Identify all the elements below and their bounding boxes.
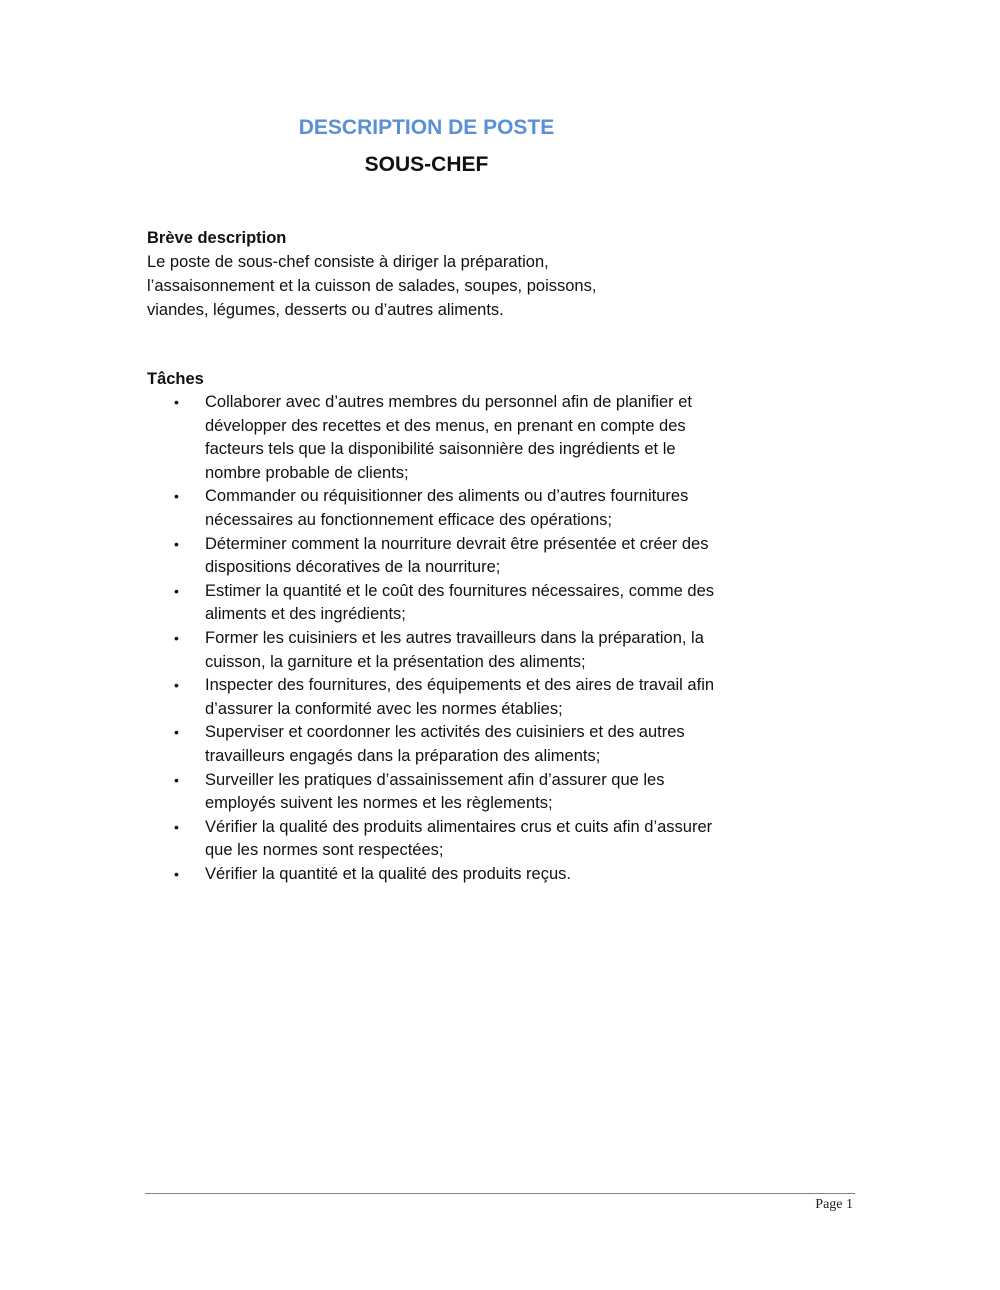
- document-title: DESCRIPTION DE POSTE: [298, 116, 555, 139]
- bullet-icon: •: [174, 394, 179, 410]
- bullet-icon: •: [174, 771, 179, 788]
- bullet-icon: •: [174, 818, 179, 835]
- task-item: [147, 533, 715, 580]
- task-item: [147, 580, 715, 627]
- task-text: Superviser et coordonner les activités des cuisiniers et des autres travailleurs engagés dans la préparation des aliments;: [205, 723, 685, 765]
- bullet-icon: •: [174, 582, 179, 599]
- bullet-icon: •: [174, 724, 179, 741]
- task-item: [147, 863, 715, 887]
- bullet-icon: •: [174, 865, 179, 882]
- task-text: Commander ou réquisitionner des aliments ou d’autres fournitures nécessaires au fonctionnement efficace des opérations;: [205, 487, 689, 529]
- task-list: [147, 391, 747, 886]
- task-text: Vérifier la quantité et la qualité des produits reçus.: [205, 864, 571, 883]
- bullet-icon: •: [174, 677, 179, 694]
- page-number: Page 1: [815, 1197, 853, 1212]
- document-subtitle: SOUS-CHEF: [364, 153, 489, 176]
- brief-description-heading: Brève description: [147, 229, 287, 247]
- task-item: [147, 627, 715, 674]
- task-item: [147, 769, 715, 816]
- task-item: [147, 721, 715, 768]
- footer-divider: [145, 1193, 855, 1194]
- tasks-section: [147, 367, 747, 886]
- task-text: Former les cuisiniers et les autres travailleurs dans la préparation, la cuisson, la garniture et la présentation des aliments;: [205, 628, 704, 671]
- bullet-icon: •: [174, 488, 179, 505]
- task-item: [147, 816, 715, 863]
- task-text: Inspecter des fournitures, des équipements et des aires de travail afin d’assurer la conformité avec les normes établies;: [205, 676, 715, 718]
- brief-description-section: [147, 226, 747, 322]
- task-text: Surveiller les pratiques d’assainissement afin d’assurer que les employés suivent les normes et les règlements;: [205, 770, 665, 813]
- bullet-icon: •: [174, 629, 179, 646]
- task-text: Vérifier la qualité des produits alimentaires crus et cuits afin d’assurer que les normes sont respectées;: [205, 817, 713, 860]
- brief-description-text: Le poste de sous-chef consiste à diriger la préparation, l’assaisonnement et la cuisson de salades, soupes, poissons, viandes, légumes, desserts ou d’autres aliments.: [147, 253, 597, 319]
- task-text: Collaborer avec d’autres membres du personnel afin de planifier et développer des recettes et des menus, en prenant en compte des facteurs tels que la disponibilité saisonnière des ingrédients et le nombre probable de clients;: [205, 393, 693, 482]
- bullet-icon: •: [174, 535, 179, 552]
- task-item: [147, 674, 715, 721]
- tasks-heading: Tâches: [147, 370, 204, 388]
- task-item: [147, 485, 715, 532]
- task-text: Estimer la quantité et le coût des fournitures nécessaires, comme des aliments et des ingrédients;: [205, 581, 714, 624]
- task-text: Déterminer comment la nourriture devrait être présentée et créer des dispositions décoratives de la nourriture;: [205, 534, 709, 577]
- task-item: [147, 391, 715, 485]
